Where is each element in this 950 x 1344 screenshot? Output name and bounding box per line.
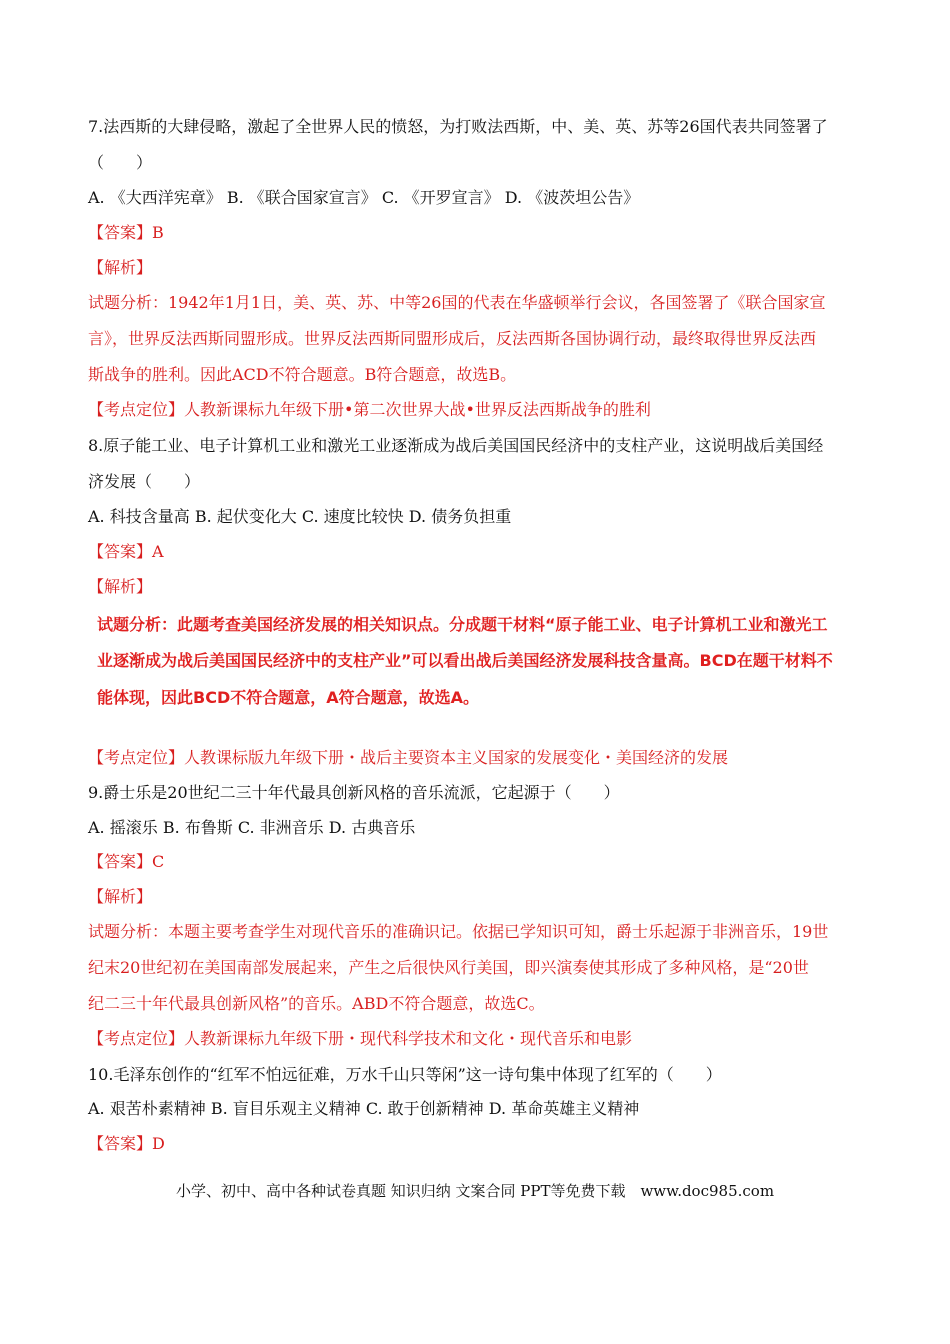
q10-stem-line-1: 10.毛泽东创作的“红军不怕远征难，万水千山只等闲”这一诗句集中体现了红军的（ ） — [88, 1065, 722, 1084]
answer-tag: 【答案】 — [88, 223, 153, 242]
q10-options: A. 艰苦朴素精神 B. 盲目乐观主义精神 C. 敢于创新精神 D. 革命英雄主义精神 — [88, 1099, 640, 1118]
q8-stem-line-2: 济发展（ ） — [88, 472, 201, 491]
q8-stem-line-1: 8.原子能工业、电子计算机工业和激光工业逐渐成为战后美国国民经济中的支柱产业，这说明战后美国经 — [88, 436, 824, 455]
q9-analysis-line-1: 试题分析：本题主要考查学生对现代音乐的准确识记。依据已学知识可知，爵士乐起源于非洲音乐，19世 — [88, 922, 829, 941]
knowledge-text: 人教新课标九年级下册•第二次世界大战•世界反法西斯战争的胜利 — [184, 400, 651, 419]
answer-tag: 【答案】 — [88, 852, 153, 871]
answer-value: D — [152, 1134, 165, 1153]
answer-value: C — [152, 852, 165, 871]
q7-analysis-line-2: 言》，世界反法西斯同盟形成。世界反法西斯同盟形成后，反法西斯各国协调行动，最终取得世界反法西 — [88, 329, 817, 348]
q7-analysis-line-1: 试题分析：1942年1月1日，美、英、苏、中等26国的代表在华盛顿举行会议，各国签署了《联合国家宣 — [88, 293, 826, 312]
q8-options: A. 科技含量高 B. 起伏变化大 C. 速度比较快 D. 债务负担重 — [88, 507, 512, 526]
answer-tag: 【答案】 — [88, 542, 153, 561]
q7-analysis-line-3: 斯战争的胜利。因此ACD不符合题意。B符合题意，故选B。 — [88, 365, 517, 384]
q7-options: A. 《大西洋宪章》 B. 《联合国家宣言》 C. 《开罗宣言》 D. 《波茨坦公告》 — [88, 188, 640, 207]
q9-knowledge-point — [88, 1028, 632, 1050]
q8-analysis-tag: 【解析】 — [88, 577, 153, 596]
q9-options: A. 摇滚乐 B. 布鲁斯 C. 非洲音乐 D. 古典音乐 — [88, 818, 416, 837]
knowledge-tag: 【考点定位】 — [88, 1029, 185, 1048]
knowledge-text: 人教新课标九年级下册・现代科学技术和文化・现代音乐和电影 — [184, 1029, 633, 1048]
q7-knowledge-point — [88, 399, 651, 421]
knowledge-text: 人教课标版九年级下册・战后主要资本主义国家的发展变化・美国经济的发展 — [184, 748, 729, 767]
q9-analysis-tag: 【解析】 — [88, 887, 153, 906]
q9-analysis-line-3: 纪二三十年代最具创新风格”的音乐。ABD不符合题意，故选C。 — [88, 994, 545, 1013]
answer-value: A — [152, 542, 164, 561]
q8-answer — [88, 541, 164, 563]
q7-answer — [88, 222, 164, 244]
knowledge-tag: 【考点定位】 — [88, 748, 185, 767]
q8-analysis-line-3: 能体现，因此BCD不符合题意，A符合题意，故选A。 — [97, 688, 479, 707]
q9-analysis-line-2: 纪末20世纪初在美国南部发展起来，产生之后很快风行美国，即兴演奏使其形成了多种风格，是“20世 — [88, 958, 809, 977]
q9-answer — [88, 851, 164, 873]
q7-stem-line-2: （ ） — [88, 153, 153, 172]
answer-value: B — [152, 223, 164, 242]
q7-analysis-tag: 【解析】 — [88, 258, 153, 277]
answer-tag: 【答案】 — [88, 1134, 153, 1153]
q8-analysis-line-2: 业逐渐成为战后美国国民经济中的支柱产业”可以看出战后美国经济发展科技含量高。BCD在题干材料不 — [97, 651, 833, 670]
q10-answer — [88, 1133, 165, 1155]
q9-stem-line-1: 9.爵士乐是20世纪二三十年代最具创新风格的音乐流派，它起源于（ ） — [88, 783, 620, 802]
q7-stem-line-1: 7.法西斯的大肆侵略，激起了全世界人民的愤怒，为打败法西斯，中、美、英、苏等26国代表共同签署了 — [88, 117, 828, 136]
page-footer: 小学、初中、高中各种试卷真题 知识归纳 文案合同 PPT等免费下载 www.doc985.com — [175, 1182, 775, 1200]
q8-analysis-line-1: 试题分析：此题考查美国经济发展的相关知识点。分成题干材料“原子能工业、电子计算机工业和激光工 — [97, 615, 828, 634]
q8-knowledge-point — [88, 747, 728, 769]
knowledge-tag: 【考点定位】 — [88, 400, 185, 419]
